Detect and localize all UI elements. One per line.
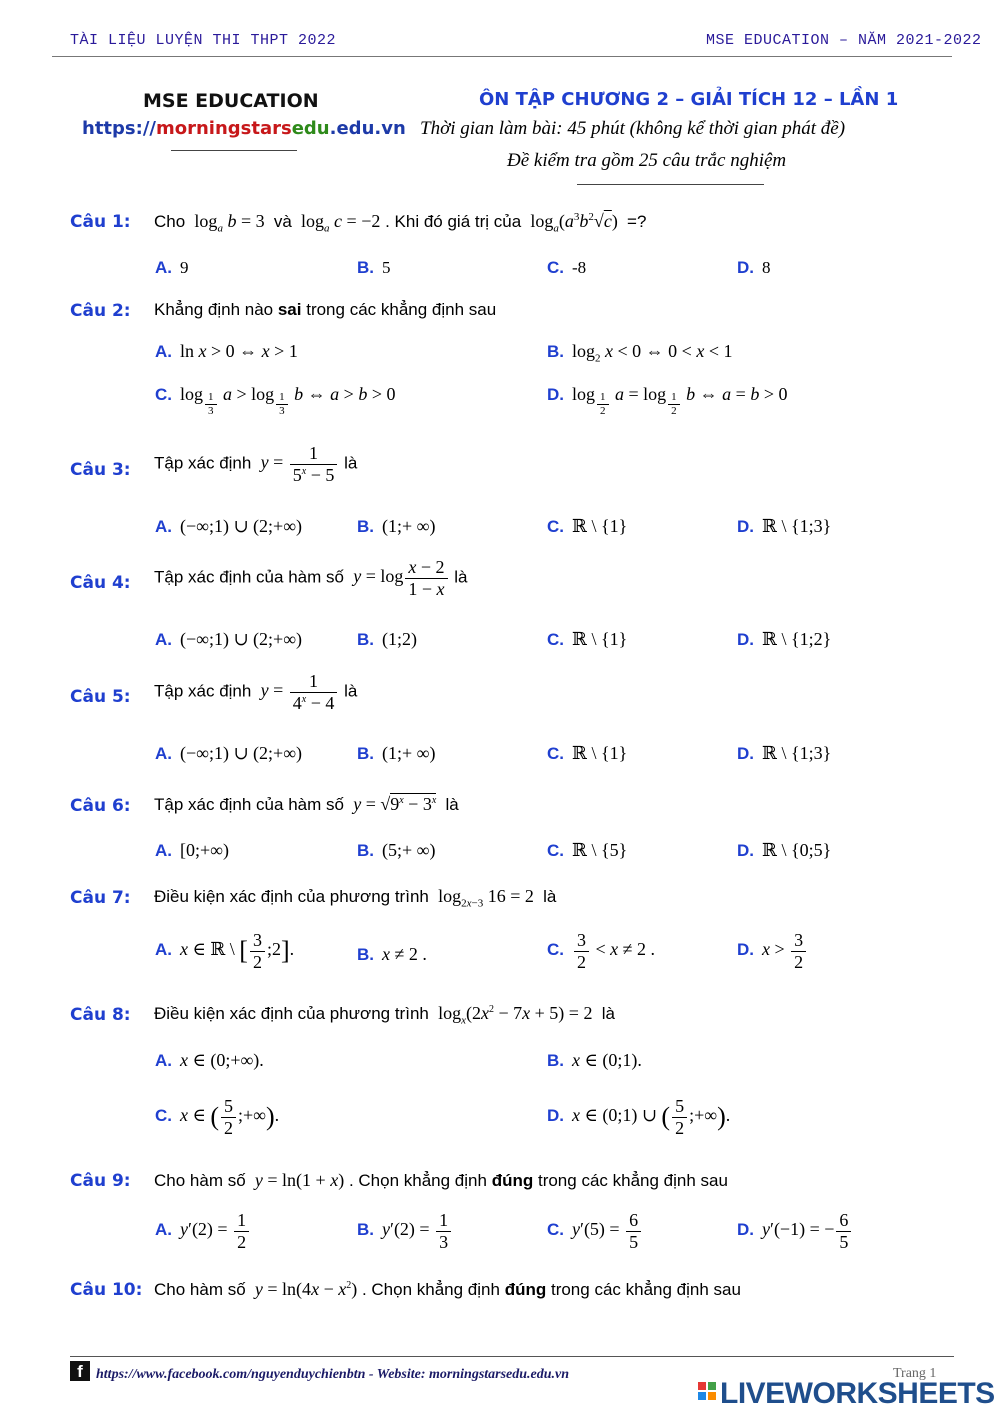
- url-part1: morning: [155, 118, 241, 139]
- q8-option-c[interactable]: C. x ∈ ( $\frac{5}{2}$ ;+∞).: [155, 1096, 280, 1138]
- q9-option-b[interactable]: B. y′(2) = $\frac{1}{3}$: [357, 1210, 453, 1252]
- q7-label: Câu 7:: [70, 888, 131, 908]
- q1-p2: và: [273, 212, 292, 231]
- header-right: MSE EDUCATION – NĂM 2021-2022: [706, 32, 982, 49]
- q7-option-b[interactable]: B. x ≠ 2 .: [357, 944, 427, 964]
- q1-text: Cho $\log_a b = 3$ và $\log_a c = -2$ . Khi đó giá trị của $\log_a(a^3b^2√c)$ =?: [154, 211, 647, 235]
- q3-option-c[interactable]: C. ℝ \ {1}: [547, 516, 628, 536]
- header-left: TÀI LIỆU LUYỆN THI THPT 2022: [70, 32, 337, 49]
- url-prefix: https://: [82, 118, 156, 139]
- q5-option-b[interactable]: B. (1;+ ∞): [357, 743, 436, 763]
- q2-label: Câu 2:: [70, 301, 131, 321]
- q6-option-a[interactable]: A. [0;+∞): [155, 840, 229, 860]
- q3-label: Câu 3:: [70, 460, 131, 480]
- header-divider: [52, 56, 952, 57]
- q1-p1: Cho: [154, 212, 186, 231]
- q9-option-d[interactable]: D. y′(−1) = − $\frac{6}{5}$: [737, 1210, 853, 1252]
- liveworksheets-brand[interactable]: LIVEWORKSHEETS: [720, 1377, 995, 1410]
- q8-text: Điều kiện xác định của phương trình $\log_x(2x^2 - 7x + 5) = 2$ là: [154, 1003, 615, 1027]
- q5-label: Câu 5:: [70, 687, 131, 707]
- exam-count: Đề kiểm tra gồm 25 câu trắc nghiệm: [507, 150, 787, 171]
- q1-option-a[interactable]: A. 9: [155, 258, 189, 277]
- org-name: MSE EDUCATION: [143, 90, 319, 112]
- q8-option-b[interactable]: B. x ∈ (0;1).: [547, 1050, 642, 1070]
- facebook-icon[interactable]: f: [70, 1361, 90, 1381]
- q8-label: Câu 8:: [70, 1005, 131, 1025]
- q4-option-d[interactable]: D. ℝ \ {1;2}: [737, 629, 832, 649]
- q7-option-c[interactable]: C. $\frac{3}{2}$ < x ≠ 2 .: [547, 930, 656, 972]
- q6-option-c[interactable]: C. ℝ \ {5}: [547, 840, 628, 860]
- q2-text: Khẳng định nào sai trong các khẳng định sau: [154, 300, 497, 319]
- q5-option-c[interactable]: C. ℝ \ {1}: [547, 743, 628, 763]
- liveworksheets-logo-icon: [698, 1382, 718, 1408]
- title-underline-left: [171, 150, 297, 151]
- q6-option-d[interactable]: D. ℝ \ {0;5}: [737, 840, 832, 860]
- q2-option-b[interactable]: B. $\log_2 x < 0$ ⇔ 0 < x < 1: [547, 341, 733, 365]
- q1-label: Câu 1:: [70, 212, 131, 232]
- q3-option-d[interactable]: D. ℝ \ {1;3}: [737, 516, 832, 536]
- q2-option-c[interactable]: C. log $\frac{1}{3}$ a > log $\frac{1}{3}$ b ⇔ a > b > 0: [155, 384, 396, 417]
- q1-option-d[interactable]: D. 8: [737, 258, 771, 277]
- q9-option-a[interactable]: A. y′(2) = $\frac{1}{2}$: [155, 1210, 251, 1252]
- q6-option-b[interactable]: B. (5;+ ∞): [357, 840, 436, 860]
- exam-time: Thời gian làm bài: 45 phút (không kể thời gian phát đề): [420, 118, 846, 139]
- q4-option-c[interactable]: C. ℝ \ {1}: [547, 629, 628, 649]
- q3-option-a[interactable]: A. (−∞;1) ∪ (2;+∞): [155, 516, 303, 536]
- q2-option-d[interactable]: D. log $\frac{1}{2}$ a = log $\frac{1}{2}$ b ⇔ a = b > 0: [547, 384, 788, 417]
- q5-option-a[interactable]: A. (−∞;1) ∪ (2;+∞): [155, 743, 303, 763]
- footer-links[interactable]: https://www.facebook.com/nguyenduychienbtn - Website: morningstarsedu.edu.vn: [96, 1367, 570, 1382]
- q6-text: Tập xác định của hàm số $y = √9^x - 3^x$ là: [154, 794, 459, 814]
- q5-option-d[interactable]: D. ℝ \ {1;3}: [737, 743, 832, 763]
- q3-option-b[interactable]: B. (1;+ ∞): [357, 516, 436, 536]
- q1-p4: =?: [627, 212, 647, 231]
- q8-option-a[interactable]: A. x ∈ (0;+∞).: [155, 1050, 264, 1070]
- q9-label: Câu 9:: [70, 1171, 131, 1191]
- q1-option-c[interactable]: C. -8: [547, 258, 587, 277]
- q1-option-b[interactable]: B. 5: [357, 258, 391, 277]
- q7-option-d[interactable]: D. x > $\frac{3}{2}$: [737, 930, 808, 972]
- q10-label: Câu 10:: [70, 1280, 143, 1300]
- q8-option-d[interactable]: D. x ∈ (0;1) ∪ ( $\frac{5}{2}$ ;+∞).: [547, 1096, 731, 1138]
- q4-label: Câu 4:: [70, 573, 131, 593]
- footer-divider: [70, 1356, 954, 1357]
- website-link[interactable]: [82, 118, 406, 139]
- q4-option-a[interactable]: A. (−∞;1) ∪ (2;+∞): [155, 629, 303, 649]
- q1-p3: . Khi đó giá trị của: [385, 212, 522, 231]
- url-part3: edu: [291, 118, 330, 139]
- q3-text: Tập xác định y = $\frac{1}{5^x - 5}$ là: [154, 443, 358, 485]
- url-part2: stars: [240, 118, 292, 139]
- q6-label: Câu 6:: [70, 796, 131, 816]
- q9-text: Cho hàm số y = ln(1 + x) . Chọn khẳng định đúng trong các khẳng định sau: [154, 1170, 728, 1190]
- q2-option-a[interactable]: A. ln x > 0 ⇔ x > 1: [155, 341, 298, 361]
- q10-text: Cho hàm số $y = \ln(4x - x^2)$ . Chọn khẳng định đúng trong các khẳng định sau: [154, 1279, 741, 1299]
- page-number: Trang 1: [893, 1366, 937, 1381]
- q7-text: Điều kiện xác định của phương trình $\log_{2x-3} 16 = 2$ là: [154, 886, 557, 910]
- q4-option-b[interactable]: B. (1;2): [357, 629, 417, 649]
- q4-text: Tập xác định của hàm số y = log $\frac{x - 2}{1 - x}$ là: [154, 557, 468, 599]
- exam-title: ÔN TẬP CHƯƠNG 2 – GIẢI TÍCH 12 – LẦN 1: [479, 89, 899, 110]
- title-underline-right: [577, 184, 764, 185]
- url-suffix: .edu.vn: [329, 118, 406, 139]
- q9-option-c[interactable]: C. y′(5) = $\frac{6}{5}$: [547, 1210, 643, 1252]
- q7-option-a[interactable]: A. x ∈ ℝ \ [ $\frac{3}{2}$ ;2].: [155, 930, 295, 972]
- q5-text: Tập xác định y = $\frac{1}{4^x - 4}$ là: [154, 671, 358, 713]
